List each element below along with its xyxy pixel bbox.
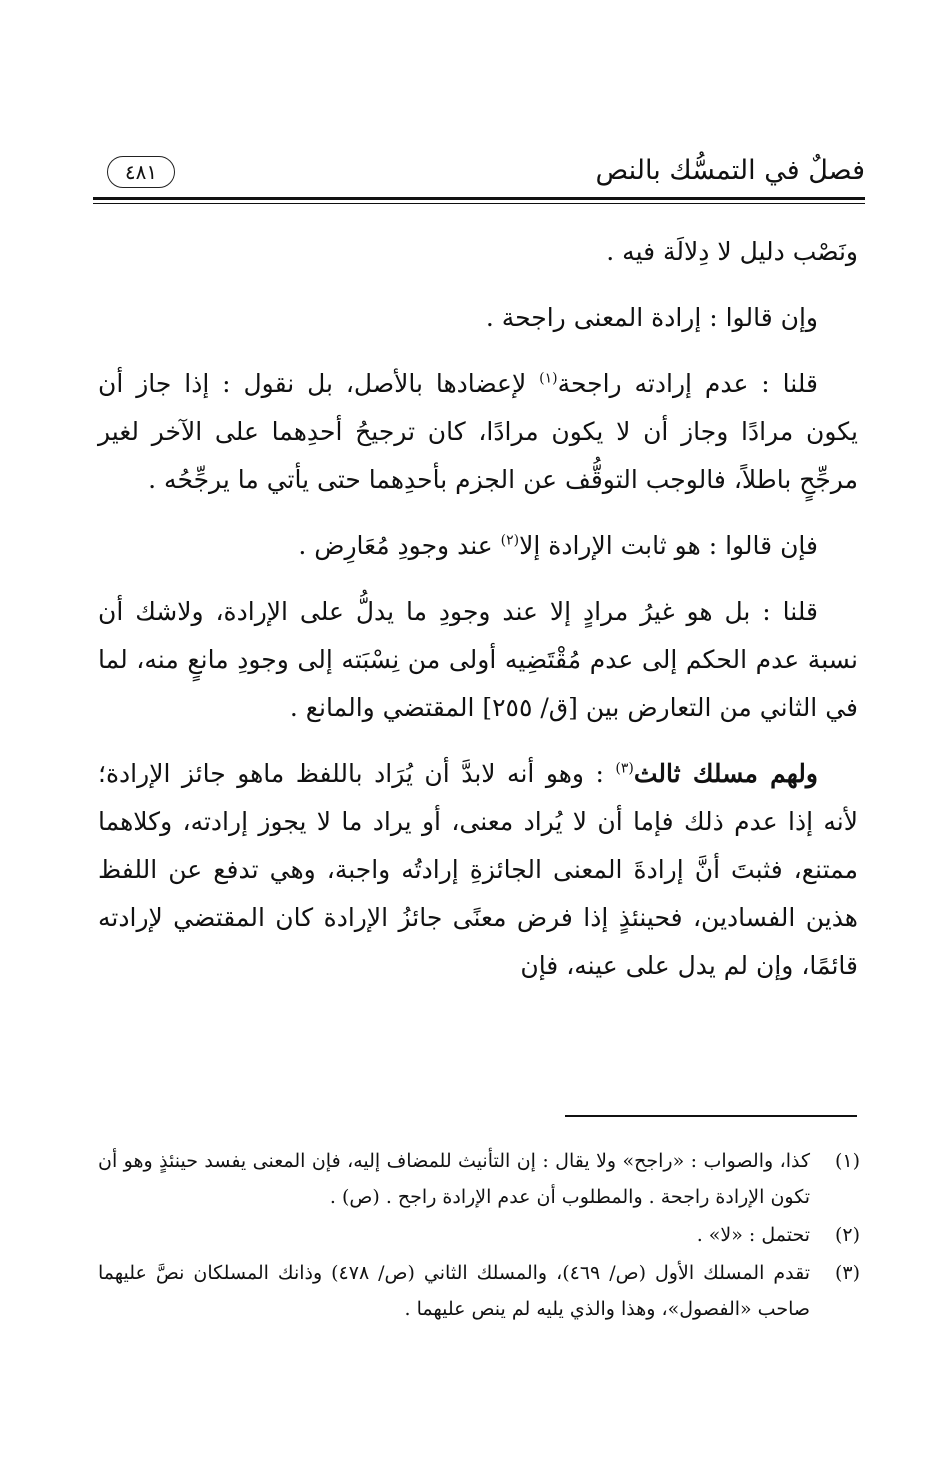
page-number-badge: ٤٨١ — [107, 156, 175, 188]
footnote-text: كذا، والصواب : «راجح» ولا يقال : إن التأنيث للمضاف إليه، فإن المعنى يفسد حينئذٍ وهو أن تكون الإرادة راجحة . والمطلوب أن عدم الإرادة راجح . (ص) . — [98, 1150, 810, 1208]
header-rule-thick — [93, 197, 865, 200]
paragraph-text: قلنا : عدم إرادته راجحة — [557, 369, 819, 398]
footnote-number: (٢) — [834, 1224, 860, 1246]
paragraph-text: قلنا : بل هو غيرُ مرادٍ إلا عند وجودِ ما يدلُّ على الإرادة، ولاشك أن نسبة عدم الحكم إلى عدم مُقْتَضِيه أولى من نِسْبَته إلى وجودِ مانعٍ منه، لما في الثاني من التعارض بين [ق/ ٢٥٥] المقتضي والمانع . — [98, 597, 858, 722]
footnote-separator — [565, 1115, 857, 1117]
paragraph — [98, 228, 858, 276]
footnote-number: (١) — [834, 1150, 860, 1172]
footnote-marker: (٢) — [500, 532, 520, 549]
paragraph-text: لإعضادها بالأصل، بل نقول : إذا جاز أن يكون مرادًا وجاز أن لا يكون مرادًا، كان ترجيحُ أحدِهما على الآخر لغير مرجِّحٍ باطلاً، فالوجب التوقُّف عن الجزم بأحدِهما حتى يأتي ما يرجِّحُه . — [98, 369, 858, 494]
footnote-text: تحتمل : «لا» . — [696, 1224, 810, 1246]
paragraph-text: عند وجودِ مُعَارِض . — [298, 531, 501, 560]
paragraph — [98, 588, 858, 732]
paragraph — [98, 522, 858, 570]
running-title: فصلٌ في التمسُّك بالنص — [595, 155, 865, 186]
paragraph-text: ونَصْب دليل لا دِلالَة فيه . — [606, 237, 858, 266]
paragraph-text: فإن قالوا : هو ثابت الإرادة إلا — [519, 531, 818, 560]
section-heading-inline: ولهم مسلك ثالث — [633, 759, 818, 788]
paragraph-text: وإن قالوا : إرادة المعنى راجحة . — [485, 303, 818, 332]
footnote-marker: (١) — [539, 370, 558, 387]
page-header — [95, 150, 865, 192]
footnote — [98, 1143, 860, 1215]
footnote — [98, 1255, 860, 1327]
paragraph — [98, 360, 858, 504]
footnote — [98, 1217, 860, 1253]
paragraph — [98, 294, 858, 342]
footnote-marker: (٣) — [615, 760, 634, 777]
header-rule-thin — [93, 203, 865, 204]
footnote-number: (٣) — [834, 1262, 860, 1284]
paragraph — [98, 750, 858, 990]
paragraph-text: : وهو أنه لابدَّ أن يُرَاد باللفظ ماهو جائز الإرادة؛ لأنه إذا عدم ذلك فإما أن لا يُراد معنى، أو يراد ما لا يجوز إرادته، وكلاهما ممتنع، فثبتَ أنَّ إرادةَ المعنى الجائزةِ إرادتُه واجبة، وهي تدفع عن اللفظ هذين الفسادين، فحينئذٍ إذا فرض معنًى جائزُ الإرادة كان المقتضي لإرادته قائمًا، وإن لم يدل على عينه، فإن — [98, 759, 858, 980]
footnote-text: تقدم المسلك الأول (ص/ ٤٦٩)، والمسلك الثاني (ص/ ٤٧٨) وذانك المسلكان نصَّ عليهما صاحب «الفصول»، وهذا والذي يليه لم ينص عليهما . — [98, 1262, 810, 1320]
main-text — [98, 228, 858, 1008]
footnotes — [98, 1143, 860, 1329]
